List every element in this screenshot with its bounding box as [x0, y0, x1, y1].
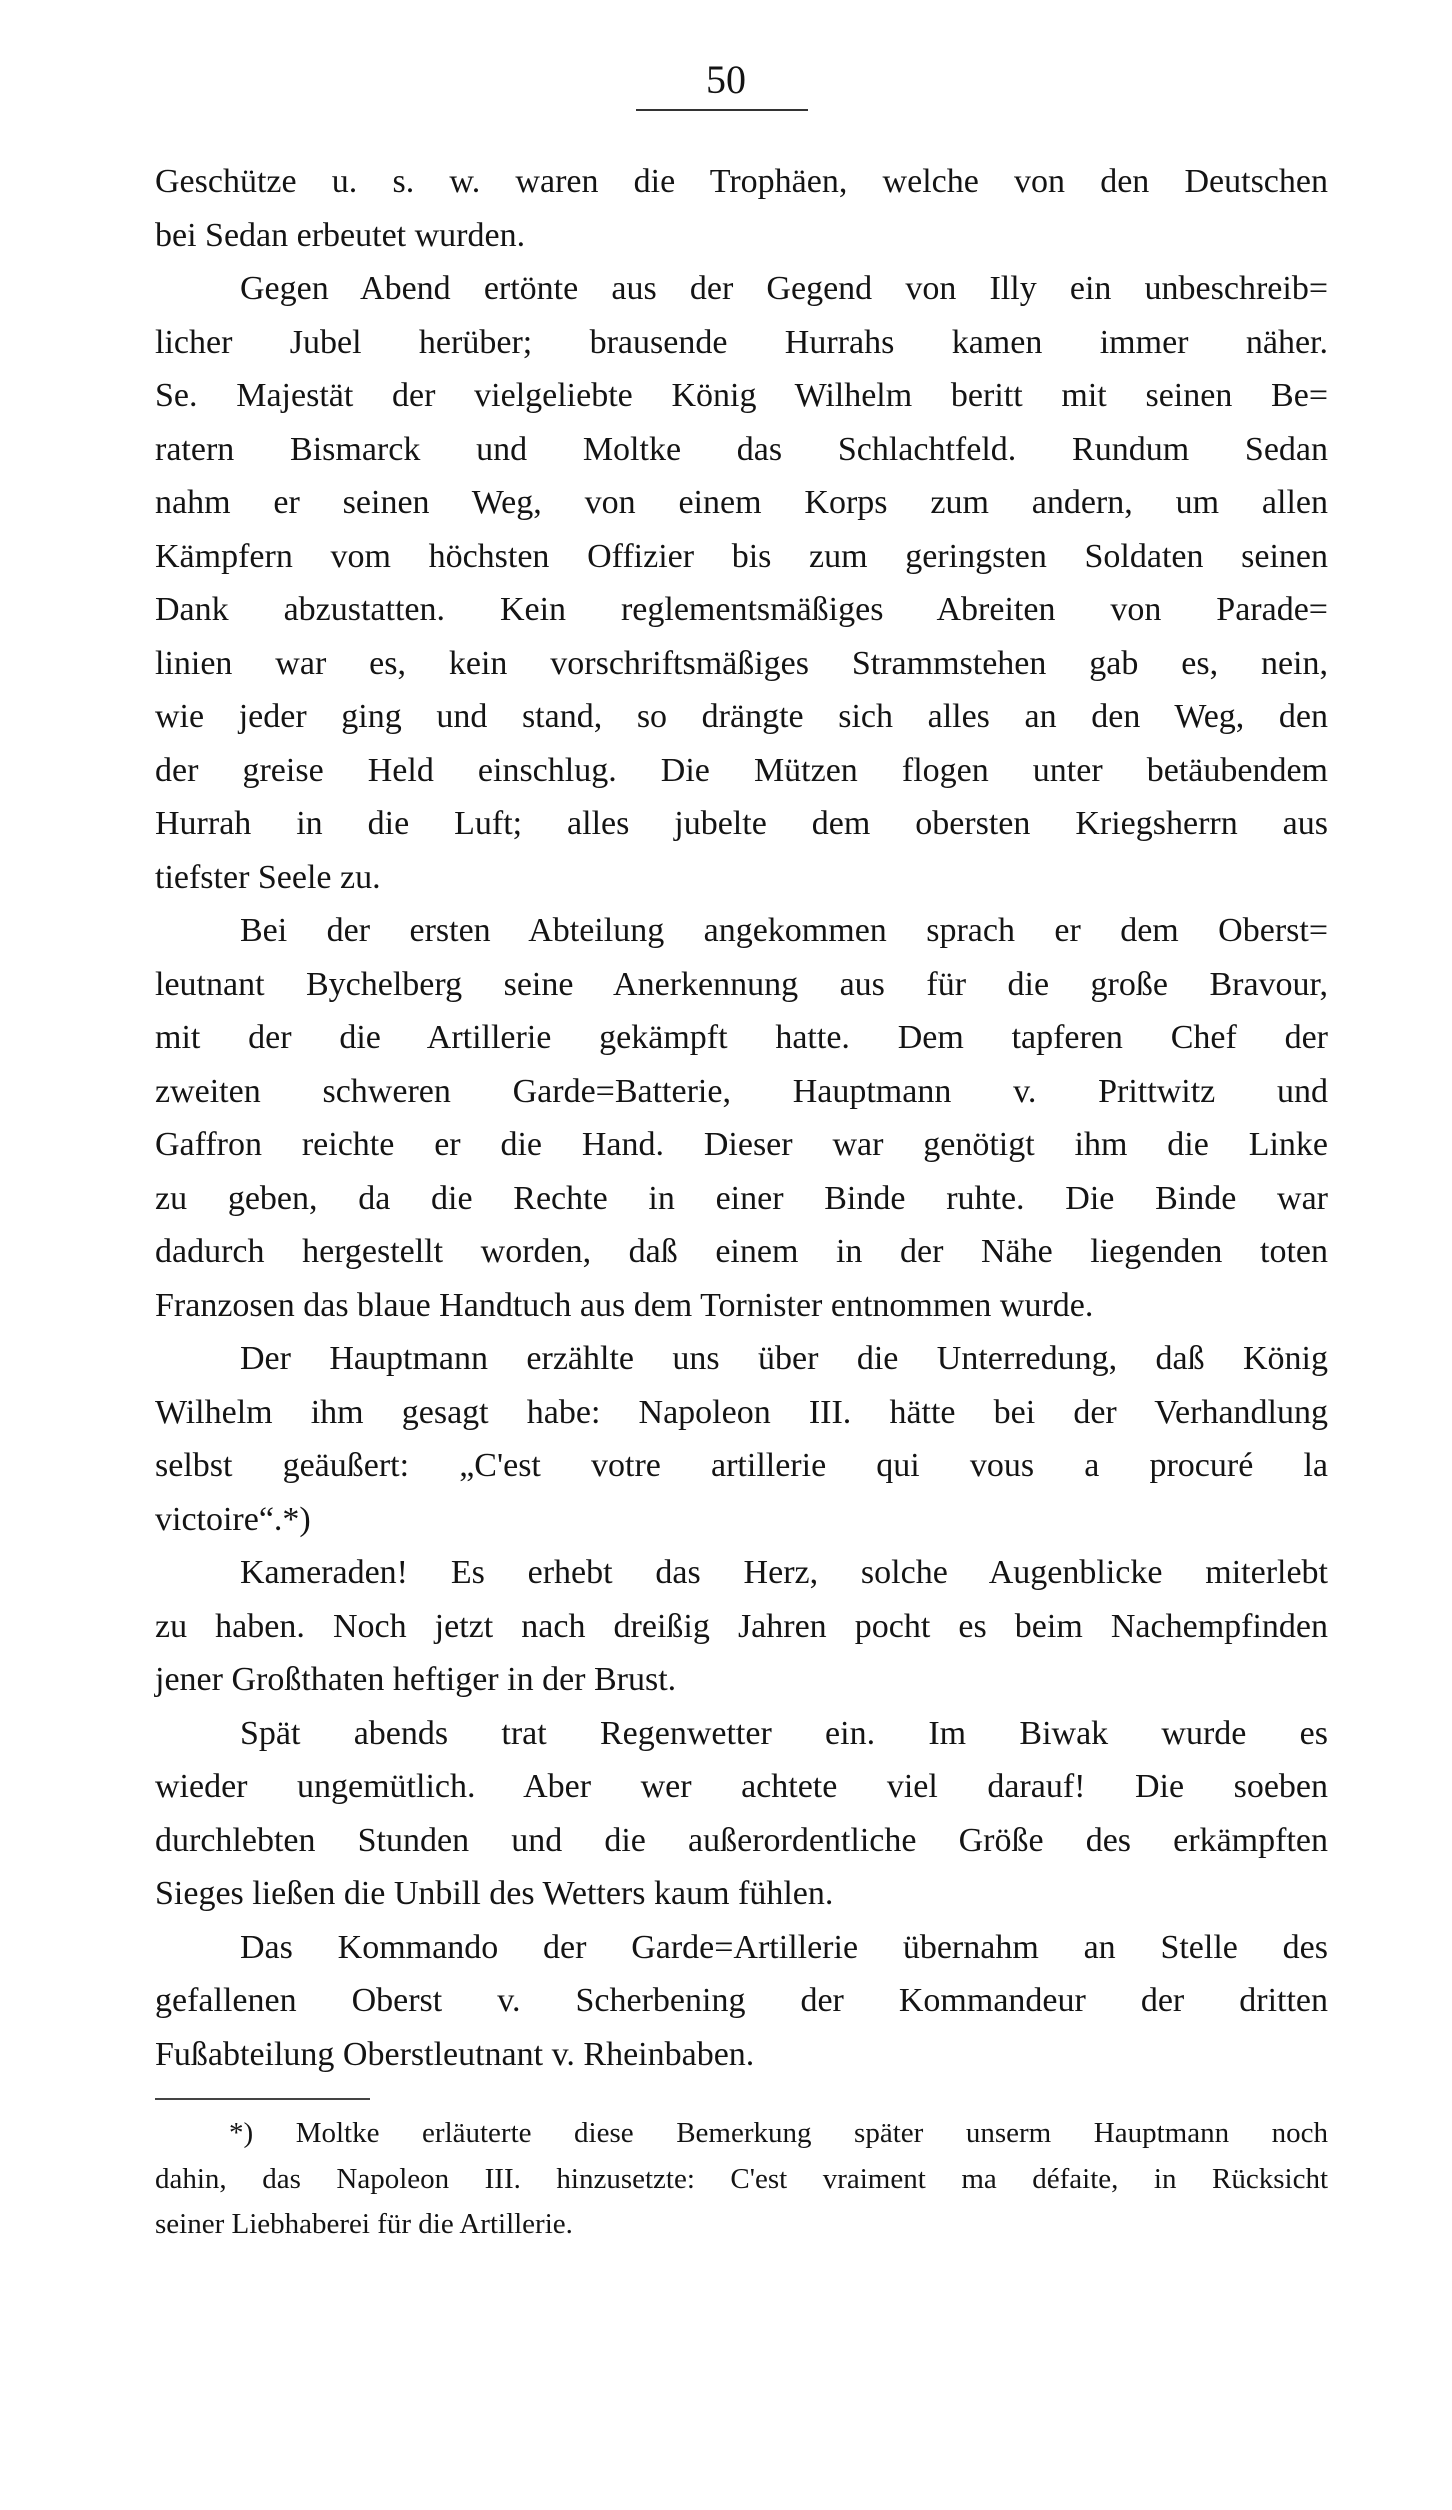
body-line: Gaffron reichte er die Hand. Dieser war genötigt ihm die Linke	[155, 1126, 1328, 1163]
page-number: 50	[706, 57, 746, 102]
body-line: Sieges ließen die Unbill des Wetters kaum fühlen.	[155, 1875, 834, 1912]
body-line: bei Sedan erbeutet wurden.	[155, 216, 526, 254]
body-line: Fußabteilung Oberstleutnant v. Rheinbaben.	[155, 2035, 755, 2073]
body-line: zweiten schweren Garde=Batterie, Hauptmann v. Prittwitz und	[155, 1072, 1328, 1110]
body-line: selbst geäußert: „C'est votre artillerie qui vous a procuré la	[155, 1447, 1328, 1484]
body-line: Hurrah in die Luft; alles jubelte dem obersten Kriegsherrn aus	[155, 805, 1328, 842]
footnote-line: dahin, das Napoleon III. hinzusetzte: C'est vraiment ma défaite, in Rücksicht	[155, 2162, 1328, 2195]
body-line: licher Jubel herüber; brausende Hurrahs kamen immer näher.	[155, 323, 1328, 361]
body-line: Franzosen das blaue Handtuch aus dem Tornister entnommen wurde.	[155, 1286, 1094, 1324]
body-line: leutnant Bychelberg seine Anerkennung aus für die große Bravour,	[155, 965, 1328, 1003]
body-line: dadurch hergestellt worden, daß einem in der Nähe liegenden toten	[155, 1233, 1328, 1270]
body-line: Der Hauptmann erzählte uns über die Unterredung, daß König	[240, 1340, 1328, 1377]
body-line: Gegen Abend ertönte aus der Gegend von Illy ein unbeschreib=	[240, 270, 1328, 307]
body-line: wieder ungemütlich. Aber wer achtete viel darauf! Die soeben	[155, 1768, 1328, 1805]
body-line: zu haben. Noch jetzt nach dreißig Jahren pocht es beim Nachempfinden	[155, 1607, 1328, 1645]
body-line: jener Großthaten heftiger in der Brust.	[155, 1661, 677, 1698]
body-line: Spät abends trat Regenwetter ein. Im Biwak wurde es	[240, 1714, 1328, 1752]
body-line: mit der die Artillerie gekämpft hatte. Dem tapferen Chef der	[155, 1019, 1328, 1056]
body-line: victoire“.*)	[155, 1500, 311, 1538]
body-line: ratern Bismarck und Moltke das Schlachtfeld. Rundum Sedan	[155, 430, 1328, 468]
footnote-line: *) Moltke erläuterte diese Bemerkung später unserm Hauptmann noch	[229, 2117, 1328, 2149]
body-line: Geschütze u. s. w. waren die Trophäen, welche von den Deutschen	[155, 163, 1328, 200]
footnote-line: seiner Liebhaberei für die Artillerie.	[155, 2208, 573, 2240]
body-line: der greise Held einschlug. Die Mützen flogen unter betäubendem	[155, 751, 1328, 789]
body-line: gefallenen Oberst v. Scherbening der Kommandeur der dritten	[155, 1982, 1328, 2019]
body-line: Bei der ersten Abteilung angekommen sprach er dem Oberst=	[240, 912, 1328, 949]
body-line: durchlebten Stunden und die außerordentliche Größe des erkämpften	[155, 1821, 1328, 1859]
header-rule	[636, 109, 808, 111]
body-line: tiefster Seele zu.	[155, 858, 381, 896]
body-line: wie jeder ging und stand, so drängte sich alles an den Weg, den	[155, 698, 1328, 735]
body-line: Wilhelm ihm gesagt habe: Napoleon III. hätte bei der Verhandlung	[155, 1393, 1328, 1431]
body-line: Kämpfern vom höchsten Offizier bis zum geringsten Soldaten seinen	[155, 537, 1328, 575]
body-line: zu geben, da die Rechte in einer Binde ruhte. Die Binde war	[155, 1179, 1328, 1217]
body-line: linien war es, kein vorschriftsmäßiges Strammstehen gab es, nein,	[155, 644, 1328, 682]
body-line: Das Kommando der Garde=Artillerie übernahm an Stelle des	[240, 1928, 1328, 1966]
body-line: nahm er seinen Weg, von einem Korps zum andern, um allen	[155, 484, 1328, 521]
footnote-rule	[155, 2098, 370, 2100]
body-line: Kameraden! Es erhebt das Herz, solche Augenblicke miterlebt	[240, 1554, 1328, 1591]
body-line: Se. Majestät der vielgeliebte König Wilhelm beritt mit seinen Be=	[155, 377, 1328, 414]
body-line: Dank abzustatten. Kein reglementsmäßiges Abreiten von Parade=	[155, 591, 1328, 628]
